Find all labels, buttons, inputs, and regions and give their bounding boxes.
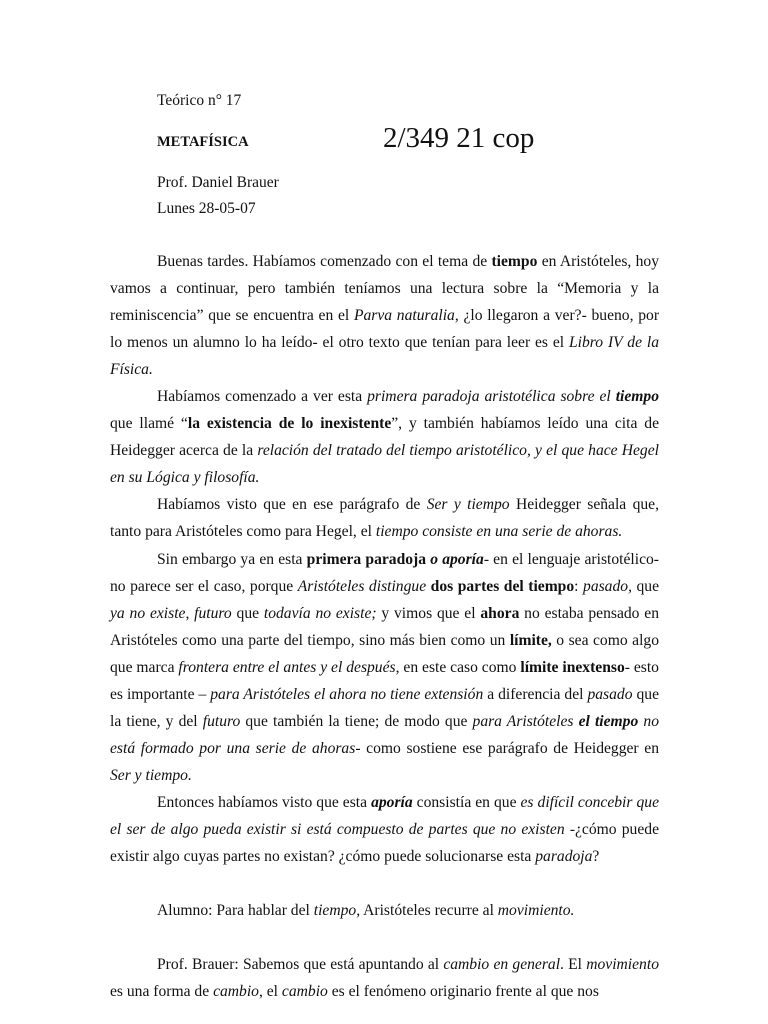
paragraph-text-run: ahora — [480, 604, 520, 622]
paragraph-text-run: Buenas tardes. Habíamos comenzado con el tema de — [157, 253, 492, 270]
paragraph-text-run: Habíamos visto que en ese parágrafo de — [157, 496, 427, 514]
document-body — [110, 248, 659, 1005]
paragraph-text-run: a diferencia del — [483, 685, 588, 703]
paragraph-text-run: que — [631, 577, 660, 595]
paragraph-text-run: ya no existe — [110, 604, 186, 622]
paragraph-text-run: Parva naturalia — [353, 307, 455, 325]
paragraph-text-run: primera paradoja aristotélica sobre el — [367, 388, 616, 406]
paragraph-text-run: tiempo — [491, 253, 538, 270]
paragraph-text-run: ? — [592, 848, 600, 866]
paragraph-text-run: límite, — [509, 631, 552, 649]
paragraph-text-run: es una forma de — [110, 983, 214, 1001]
paragraph-text-run: paradoja — [535, 848, 593, 866]
paragraph-text-run: - como sostiene ese parágrafo de Heidegger en — [355, 739, 659, 757]
paragraph-text-run: movimiento — [586, 956, 659, 974]
paragraph-text-run: consistía en que — [412, 793, 521, 811]
paragraph-text-run: la existencia de lo inexistente — [187, 415, 392, 433]
paragraph-text-run: cambio en general — [443, 956, 561, 974]
paragraph-text-run: relación del tratado del tiempo aristotélico, y el que hace Hegel en su Lógica y filosofía. — [110, 442, 659, 487]
paragraph-text-run: Libro IV de la Física. — [110, 334, 659, 379]
paragraph-text-run: aporía — [371, 793, 413, 811]
paragraph-text-run: es difícil concebir que el ser de algo pueda existir si está compuesto de partes que no existen — [110, 793, 659, 838]
paragraph-text-run: en Aristóteles, hoy vamos a continuar, pero también teníamos una lectura sobre la “Memoria y la reminiscencia” que se encuentra en el — [110, 253, 660, 325]
paragraph-text-run: . El — [560, 956, 587, 974]
paragraph-p1 — [110, 248, 659, 383]
paragraph-p3 — [110, 491, 659, 545]
paragraph-text-run: : — [574, 577, 584, 595]
paragraph-text-run: , en este caso como — [395, 658, 521, 676]
paragraph-text-run: pasado — [587, 685, 633, 703]
paragraph-text-run: , el — [258, 983, 282, 1001]
subject-title: METAFÍSICA — [157, 134, 249, 150]
paragraph-text-run: Aristóteles recurre al — [360, 902, 498, 920]
lecture-date: Lunes 28-05-07 — [157, 200, 256, 217]
paragraph-text-run: límite inextenso — [520, 658, 625, 676]
paragraph-text-run: cambio — [281, 983, 328, 1001]
paragraph-text-run: no está formado por una serie de ahoras — [110, 712, 659, 757]
paragraph-p7 — [110, 951, 659, 1005]
paragraph-text-run: Sin embargo ya en esta — [157, 550, 307, 568]
paragraph-text-run: Ser y tiempo — [426, 496, 510, 514]
paragraph-text-run: Ser y tiempo. — [110, 766, 192, 784]
paragraph-text-run: ”, y también habíamos leído una cita de Heidegger acerca de la — [110, 415, 659, 460]
paragraph-text-run: Aristóteles distingue — [297, 577, 427, 595]
paragraph-text-run: es el fenómeno originario frente al que nos — [327, 983, 599, 1001]
paragraph-text-run: - en el lenguaje aristotélico- no parece ser el caso, porque — [110, 550, 659, 595]
paragraph-text-run: que también la tiene; de modo que — [240, 712, 473, 730]
paragraph-text-run: dos partes del tiempo — [430, 577, 575, 595]
paragraph-text-run: primera paradoja — [306, 550, 427, 568]
paragraph-text-run: cambio — [213, 983, 259, 1001]
paragraph-text-run: movimiento. — [497, 902, 575, 920]
paragraph-text-run: futuro — [194, 604, 232, 622]
paragraph-text-run: Heidegger señala que, tanto para Aristóteles como para Hegel, el — [110, 496, 659, 541]
paragraph-text-run: o aporía — [430, 550, 484, 568]
paragraph-text-run: Prof. Brauer: Sabemos que está apuntando al — [157, 956, 444, 974]
paragraph-p4 — [110, 546, 659, 789]
paragraph-text-run: futuro — [202, 712, 241, 730]
paragraph-text-run: el tiempo — [578, 712, 639, 730]
paragraph-text-run: y vimos que el — [376, 604, 481, 622]
paragraph-text-run: pasado, — [583, 577, 632, 595]
paragraph-text-run: , ¿lo llegaron a ver?- bueno, por lo menos un alumno lo ha leído- el otro texto que tenían para leer es el — [110, 307, 660, 352]
paragraph-text-run: , — [185, 604, 195, 622]
paragraph-text-run: tiempo, — [313, 902, 361, 920]
paragraph-text-run: o sea como algo que marca — [110, 631, 659, 676]
paragraph-text-run: Alumno: Para hablar del — [157, 902, 314, 920]
paragraph-text-run: -¿cómo puede existir algo cuyas partes no existan? ¿cómo puede solucionarse esta — [110, 820, 659, 866]
paragraph-p6 — [110, 897, 659, 924]
paragraph-text-run: que llamé “ — [110, 415, 188, 433]
paragraph-text-run: que — [231, 604, 264, 622]
paragraph-text-run: para Aristóteles el ahora no tiene extensión — [210, 685, 484, 703]
paragraph-p2 — [110, 383, 659, 491]
paragraph-text-run: tiempo — [615, 388, 659, 406]
paragraph-text-run: tiempo consiste en una serie de ahoras. — [375, 523, 623, 541]
handwritten-code: 2/349 21 cop — [383, 122, 535, 154]
paragraph-p5 — [110, 789, 659, 870]
paragraph-text-run: Habíamos comenzado a ver esta — [157, 388, 368, 406]
paragraph-text-run: todavía no existe; — [263, 604, 377, 622]
paragraph-text-run: - esto es importante – — [110, 658, 659, 703]
paragraph-text-run: Entonces habíamos visto que esta — [157, 793, 372, 811]
paragraph-text-run: frontera entre el antes y el después — [178, 658, 396, 676]
paragraph-text-run: no estaba pensado en Aristóteles como una parte del tiempo, sino más bien como un — [110, 604, 660, 649]
paragraph-text-run: que la tiene, y del — [110, 685, 659, 730]
professor-name: Prof. Daniel Brauer — [157, 174, 279, 191]
lecture-number: Teórico n° 17 — [157, 92, 242, 109]
paragraph-text-run: para Aristóteles — [472, 712, 574, 730]
